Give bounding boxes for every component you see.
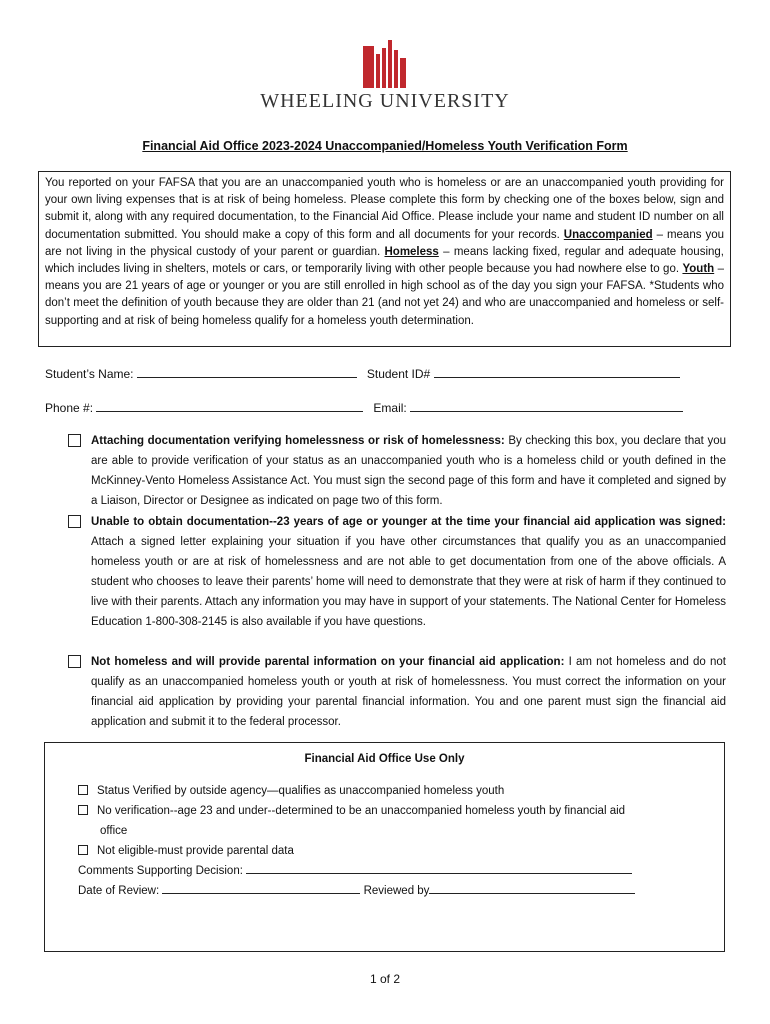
student-name-field[interactable] bbox=[137, 366, 357, 378]
definition-unaccompanied: – means you are not living in the physical custody of your parent or guardian. bbox=[45, 228, 724, 258]
office-item-label: Not eligible-must provide parental data bbox=[97, 845, 294, 857]
phone-field[interactable] bbox=[96, 400, 363, 412]
status-verified-checkbox[interactable] bbox=[78, 785, 88, 795]
option-text bbox=[91, 512, 726, 632]
email-label: Email: bbox=[373, 401, 407, 415]
student-name-label: Student’s Name: bbox=[45, 367, 134, 381]
not-homeless-checkbox[interactable] bbox=[68, 655, 81, 668]
university-building-logo-icon bbox=[355, 40, 415, 88]
office-item-label: No verification--age 23 and under--determined to be an unaccompanied homeless youth by financial aid bbox=[97, 805, 626, 817]
not-eligible-checkbox[interactable] bbox=[78, 845, 88, 855]
office-item-label: Status Verified by outside agency—qualifies as unaccompanied homeless youth bbox=[97, 785, 505, 797]
term-unaccompanied: Unaccompanied bbox=[563, 228, 653, 241]
intro-instructions bbox=[38, 171, 731, 347]
page-number: 1 of 2 bbox=[369, 972, 401, 986]
no-verification-checkbox[interactable] bbox=[78, 805, 88, 815]
option-body: By checking this box, you declare that you are able to provide verification of your status as an unaccompanied youth who is a homeless child or youth defined in the McKinney-Vento Homeless Assistance Act. You must sign the second page of this form and have it completed and signed by a Liaison, Director or Designee as indicated on page two of this form. bbox=[91, 435, 726, 507]
reviewed-by-label: Reviewed by bbox=[363, 885, 430, 897]
unable-to-obtain-checkbox[interactable] bbox=[68, 515, 81, 528]
office-use-title: Financial Aid Office Use Only bbox=[304, 753, 465, 765]
student-info-row bbox=[45, 366, 680, 381]
option-text bbox=[91, 652, 726, 732]
comments-row bbox=[78, 861, 632, 881]
option-heading: Unable to obtain documentation--23 years of age or younger at the time your financial aid application was signed: bbox=[91, 516, 726, 528]
comments-label: Comments Supporting Decision: bbox=[78, 865, 243, 877]
comments-field[interactable] bbox=[246, 862, 632, 874]
date-of-review-field[interactable] bbox=[162, 882, 360, 894]
option-not-homeless bbox=[68, 652, 726, 732]
review-row bbox=[78, 881, 635, 901]
office-item-verified bbox=[78, 781, 504, 801]
date-of-review-label: Date of Review: bbox=[78, 885, 160, 897]
term-youth: Youth bbox=[682, 263, 715, 276]
office-item-no-verification bbox=[78, 801, 625, 821]
definition-homeless: – means lacking fixed, regular and adequate housing, which includes living in shelters, motels or cars, or temporarily living with other people because you had nowhere else to go. bbox=[45, 245, 724, 276]
student-id-label: Student ID# bbox=[366, 367, 431, 381]
office-use-box bbox=[44, 742, 725, 952]
student-id-field[interactable] bbox=[434, 366, 680, 378]
form-title: Financial Aid Office 2023-2024 Unaccompanied/Homeless Youth Verification Form bbox=[142, 139, 628, 153]
term-homeless: Homeless bbox=[384, 245, 439, 258]
university-name: WHEELING UNIVERSITY bbox=[260, 90, 510, 112]
email-field[interactable] bbox=[410, 400, 683, 412]
option-text bbox=[91, 431, 726, 511]
definition-youth: – means you are 21 years of age or younger or you are still enrolled in high school as of the day you sign your FAFSA. *Students who don’t meet the definition of youth because they are older than 21 (and not yet 24) and who are unaccompanied and homeless or self-supporting and at risk of being homeless qualify for a homeless youth determination. bbox=[45, 263, 724, 327]
option-body: I am not homeless and do not qualify as an unaccompanied homeless youth or youth at risk of homelessness. You must correct the information on your financial aid application by providing your parental financial information. You and one parent must sign the financial aid application and submit it to the federal processor. bbox=[91, 656, 726, 728]
option-unable-to-obtain bbox=[68, 512, 726, 632]
intro-paragraph: You reported on your FAFSA that you are an unaccompanied youth who is homeless or are an unaccompanied youth providing for your own living expenses that is at risk of being homeless. Please complete this form by checking one of the boxes below, sign and submit it, along with any required documentation, to the Financial Aid Office. Please include your name and student ID number on all documentation submitted. You should make a copy of this form and all documents for your records. bbox=[45, 177, 724, 241]
contact-info-row bbox=[45, 400, 683, 415]
office-item-continuation: office bbox=[100, 825, 128, 837]
option-attach-documentation bbox=[68, 431, 726, 511]
option-heading: Attaching documentation verifying homelessness or risk of homelessness: bbox=[91, 435, 505, 447]
option-heading: Not homeless and will provide parental information on your financial aid application: bbox=[91, 656, 565, 668]
attach-documentation-checkbox[interactable] bbox=[68, 434, 81, 447]
phone-label: Phone #: bbox=[45, 401, 94, 415]
option-body: Attach a signed letter explaining your situation if you have other circumstances that qualify you as an unaccompanied homeless youth or are at risk of homelessness and are not able to get documentation from one of the above officials. A student who chooses to leave their parents’ home will need to demonstrate that they were at risk of harm if they continued to live with their parents. Attach any information you may have in support of your statements. The National Center for Homeless Education 1-800-308-2145 is also available if you have questions. bbox=[91, 536, 726, 628]
office-item-not-eligible bbox=[78, 841, 294, 861]
reviewed-by-field[interactable] bbox=[429, 882, 635, 894]
university-logo bbox=[0, 40, 770, 113]
